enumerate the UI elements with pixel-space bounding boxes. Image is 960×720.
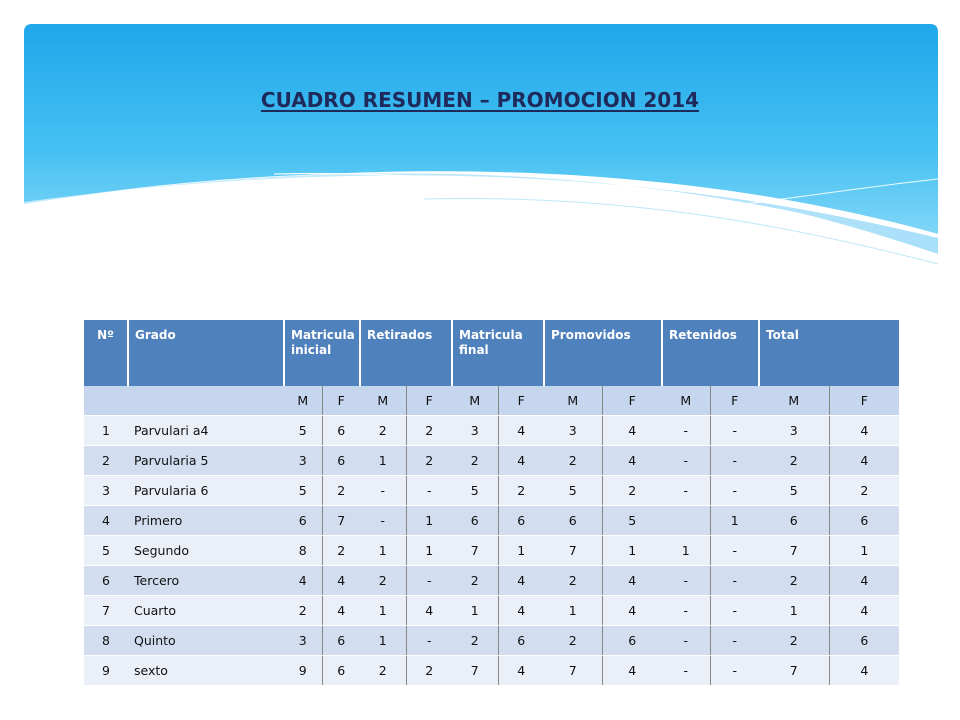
value-cell: - xyxy=(662,626,710,656)
row-number: 6 xyxy=(84,566,128,596)
col-header-total: Total xyxy=(759,320,899,386)
value-cell: 2 xyxy=(498,476,544,506)
value-cell: 1 xyxy=(829,536,899,566)
row-number: 4 xyxy=(84,506,128,536)
header-row xyxy=(84,320,899,386)
table-row xyxy=(84,446,899,476)
value-cell: 2 xyxy=(759,566,829,596)
value-cell: 2 xyxy=(602,476,662,506)
value-cell: 6 xyxy=(322,656,360,686)
value-cell: 6 xyxy=(322,446,360,476)
value-cell: 4 xyxy=(498,416,544,446)
value-cell: - xyxy=(662,446,710,476)
subheader-cell: F xyxy=(602,386,662,416)
value-cell: 5 xyxy=(452,476,498,506)
value-cell: - xyxy=(662,476,710,506)
table-row xyxy=(84,506,899,536)
value-cell: 2 xyxy=(360,656,406,686)
subheader-cell: M xyxy=(662,386,710,416)
value-cell: 7 xyxy=(759,536,829,566)
value-cell: - xyxy=(662,596,710,626)
subheader-cell: F xyxy=(498,386,544,416)
value-cell: 6 xyxy=(322,626,360,656)
value-cell: - xyxy=(406,566,452,596)
row-number: 7 xyxy=(84,596,128,626)
subheader-cell: M xyxy=(759,386,829,416)
col-header-grado: Grado xyxy=(128,320,284,386)
value-cell: 4 xyxy=(498,596,544,626)
value-cell: 5 xyxy=(759,476,829,506)
subheader-cell: M xyxy=(544,386,602,416)
value-cell: 7 xyxy=(322,506,360,536)
value-cell: - xyxy=(662,566,710,596)
table-row xyxy=(84,476,899,506)
subheader-cell: M xyxy=(284,386,322,416)
value-cell: 5 xyxy=(602,506,662,536)
value-cell: 1 xyxy=(406,536,452,566)
row-number: 2 xyxy=(84,446,128,476)
value-cell: 6 xyxy=(498,626,544,656)
value-cell: 7 xyxy=(759,656,829,686)
subheader-cell: M xyxy=(452,386,498,416)
grade-name: Parvularia 6 xyxy=(128,476,284,506)
grade-name: Primero xyxy=(128,506,284,536)
value-cell: 7 xyxy=(452,656,498,686)
value-cell: 4 xyxy=(284,566,322,596)
value-cell: - xyxy=(710,476,759,506)
value-cell: 8 xyxy=(284,536,322,566)
value-cell: - xyxy=(710,566,759,596)
value-cell: 4 xyxy=(406,596,452,626)
value-cell: 1 xyxy=(360,596,406,626)
value-cell: 2 xyxy=(406,416,452,446)
col-header-matricula-inicial: Matricula inicial xyxy=(284,320,360,386)
summary-table xyxy=(84,320,899,686)
col-header-retirados: Retirados xyxy=(360,320,452,386)
value-cell: 2 xyxy=(544,566,602,596)
value-cell: 1 xyxy=(360,626,406,656)
value-cell: 4 xyxy=(602,446,662,476)
value-cell: 6 xyxy=(602,626,662,656)
value-cell: 2 xyxy=(759,626,829,656)
value-cell: 2 xyxy=(322,476,360,506)
value-cell: 4 xyxy=(829,416,899,446)
row-number: 5 xyxy=(84,536,128,566)
value-cell: 4 xyxy=(322,596,360,626)
row-number: 9 xyxy=(84,656,128,686)
value-cell: 4 xyxy=(498,566,544,596)
value-cell: 4 xyxy=(602,566,662,596)
value-cell: 3 xyxy=(544,416,602,446)
subheader-cell: F xyxy=(710,386,759,416)
value-cell: 7 xyxy=(544,536,602,566)
value-cell: 4 xyxy=(829,566,899,596)
value-cell: 3 xyxy=(284,446,322,476)
value-cell: 6 xyxy=(452,506,498,536)
value-cell: 4 xyxy=(829,656,899,686)
value-cell: 4 xyxy=(829,446,899,476)
value-cell: 6 xyxy=(284,506,322,536)
grade-name: Parvularia 5 xyxy=(128,446,284,476)
value-cell: 2 xyxy=(544,626,602,656)
value-cell: 4 xyxy=(498,446,544,476)
grade-name: sexto xyxy=(128,656,284,686)
value-cell: 1 xyxy=(710,506,759,536)
value-cell: 4 xyxy=(602,596,662,626)
value-cell: 4 xyxy=(322,566,360,596)
table-row xyxy=(84,536,899,566)
value-cell: - xyxy=(710,536,759,566)
value-cell: 2 xyxy=(452,626,498,656)
value-cell: 5 xyxy=(284,476,322,506)
value-cell: 2 xyxy=(759,446,829,476)
value-cell: 2 xyxy=(284,596,322,626)
value-cell: 6 xyxy=(829,506,899,536)
value-cell: - xyxy=(710,656,759,686)
value-cell: 6 xyxy=(544,506,602,536)
value-cell: - xyxy=(710,446,759,476)
value-cell: 2 xyxy=(406,656,452,686)
value-cell: 1 xyxy=(406,506,452,536)
row-number: 1 xyxy=(84,416,128,446)
value-cell: 5 xyxy=(544,476,602,506)
grade-name: Parvulari a4 xyxy=(128,416,284,446)
value-cell: 3 xyxy=(284,626,322,656)
grade-name: Cuarto xyxy=(128,596,284,626)
value-cell: 2 xyxy=(544,446,602,476)
row-number: 8 xyxy=(84,626,128,656)
value-cell: - xyxy=(406,626,452,656)
subheader-row xyxy=(84,386,899,416)
value-cell: 6 xyxy=(322,416,360,446)
value-cell: 2 xyxy=(406,446,452,476)
value-cell: - xyxy=(406,476,452,506)
grade-name: Tercero xyxy=(128,566,284,596)
table-row xyxy=(84,656,899,686)
value-cell: 1 xyxy=(452,596,498,626)
value-cell: 4 xyxy=(829,596,899,626)
value-cell: 3 xyxy=(452,416,498,446)
value-cell: 1 xyxy=(544,596,602,626)
value-cell: 6 xyxy=(759,506,829,536)
value-cell: 2 xyxy=(322,536,360,566)
col-header-numero: Nº xyxy=(84,320,128,386)
subheader-cell: F xyxy=(322,386,360,416)
value-cell: 1 xyxy=(602,536,662,566)
value-cell: - xyxy=(710,416,759,446)
value-cell: 1 xyxy=(498,536,544,566)
value-cell: - xyxy=(662,416,710,446)
value-cell: 9 xyxy=(284,656,322,686)
page-title: CUADRO RESUMEN – PROMOCION 2014 xyxy=(260,88,700,112)
row-number: 3 xyxy=(84,476,128,506)
subheader-cell: M xyxy=(360,386,406,416)
table-row xyxy=(84,566,899,596)
table-row xyxy=(84,596,899,626)
value-cell: 5 xyxy=(284,416,322,446)
value-cell: 2 xyxy=(360,566,406,596)
value-cell: 2 xyxy=(360,416,406,446)
grade-name: Quinto xyxy=(128,626,284,656)
subheader-cell: F xyxy=(829,386,899,416)
value-cell: 4 xyxy=(498,656,544,686)
value-cell: 1 xyxy=(360,536,406,566)
value-cell: 6 xyxy=(829,626,899,656)
value-cell: 2 xyxy=(452,566,498,596)
value-cell: 7 xyxy=(544,656,602,686)
value-cell: 7 xyxy=(452,536,498,566)
value-cell: - xyxy=(710,626,759,656)
col-header-matricula-final: Matricula final xyxy=(452,320,544,386)
table-row xyxy=(84,626,899,656)
value-cell: - xyxy=(360,506,406,536)
value-cell: 2 xyxy=(452,446,498,476)
value-cell: 1 xyxy=(759,596,829,626)
value-cell: 2 xyxy=(829,476,899,506)
value-cell: 1 xyxy=(662,536,710,566)
value-cell: 4 xyxy=(602,416,662,446)
table-row xyxy=(84,416,899,446)
value-cell: - xyxy=(360,476,406,506)
col-header-promovidos: Promovidos xyxy=(544,320,662,386)
value-cell: - xyxy=(710,596,759,626)
header-banner xyxy=(24,24,938,274)
value-cell xyxy=(662,506,710,536)
grade-name: Segundo xyxy=(128,536,284,566)
value-cell: 3 xyxy=(759,416,829,446)
col-header-retenidos: Retenidos xyxy=(662,320,759,386)
value-cell: 4 xyxy=(602,656,662,686)
value-cell: 1 xyxy=(360,446,406,476)
value-cell: 6 xyxy=(498,506,544,536)
subheader-cell: F xyxy=(406,386,452,416)
value-cell: - xyxy=(662,656,710,686)
